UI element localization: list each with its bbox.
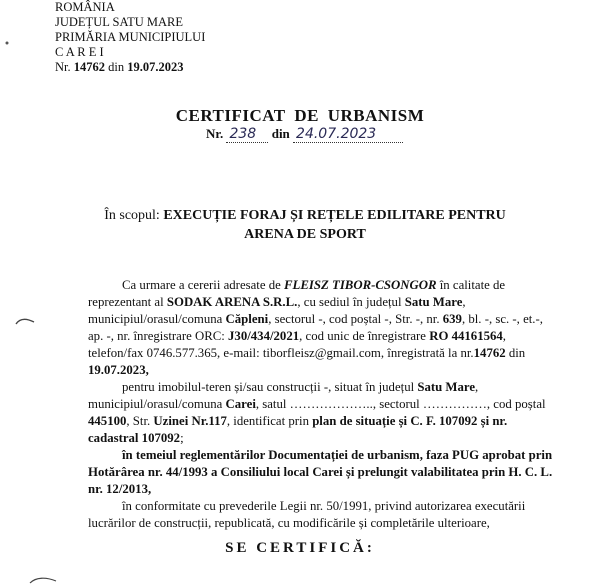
bottom-mark — [28, 576, 58, 584]
certificate-number: 238 — [226, 126, 268, 143]
margin-tick-mark — [14, 316, 36, 328]
paragraph-legal-basis: în temeiul reglementărilor Documentației de urbanism, faza PUG aprobat prin Hotărârea nr. 44/1993 a Consiliului local Carei și prelungit valabilitatea prin H. C. L. nr. 12/2013, — [88, 448, 553, 496]
certificate-date: 24.07.2023 — [293, 126, 403, 143]
paragraph-property: pentru imobilul-teren și/sau construcții -, situat în județul Satu Mare, municipiul/orasul/comuna Carei, satul ……………….., sectorul ……………, cod poștal 445100, Str. Uzinei Nr.117, identificat prin plan de situație și C. F. 107092 și nr. cadastral 107092; — [88, 380, 546, 445]
margin-mark — [4, 40, 10, 46]
header-country: ROMÂNIA — [55, 0, 115, 14]
header-institution: PRIMĂRIA MUNICIPIULUI — [55, 30, 206, 44]
issuer-header — [55, 0, 205, 75]
scope-heading: În scopul: EXECUȚIE FORAJ ȘI REȚELE EDILITARE PENTRU ARENA DE SPORT — [104, 208, 506, 242]
certify-heading: SE CERTIFICĂ: — [225, 540, 375, 556]
paragraph-applicant: Ca urmare a cererii adresate de FLEISZ TIBOR-CSONGOR în calitate de reprezentant al SODAK ARENA S.R.L., cu sediul în județul Satu Mare, municipiul/orasul/comuna Căpleni, sectorul -, cod poștal -, Str. -, nr. 639, bl. -, sc. -, et.-, ap. -, nr. înregistrare ORC: J30/434/2021, cod unic de înregistrare RO 44161564, telefon/fax 0746.577.365, e-mail: tiborfleisz@gmail.com, înregistrată la nr.14762 din 19.07.2023, — [88, 278, 543, 377]
header-city: C A R E I — [55, 45, 104, 59]
paragraph-law-reference: în conformitate cu prevederile Legii nr. 50/1991, privind autorizarea executării lucrărilor de construcții, republicată, cu modificările și completările ulterioare, — [88, 499, 526, 530]
document-body — [88, 277, 558, 532]
certificate-number-line: Nr. 238 din 24.07.2023 — [206, 126, 403, 143]
header-registration: Nr. 14762 din 19.07.2023 — [55, 60, 184, 74]
header-county: JUDEȚUL SATU MARE — [55, 15, 184, 29]
document-title: CERTIFICAT DE URBANISM — [175, 106, 425, 125]
